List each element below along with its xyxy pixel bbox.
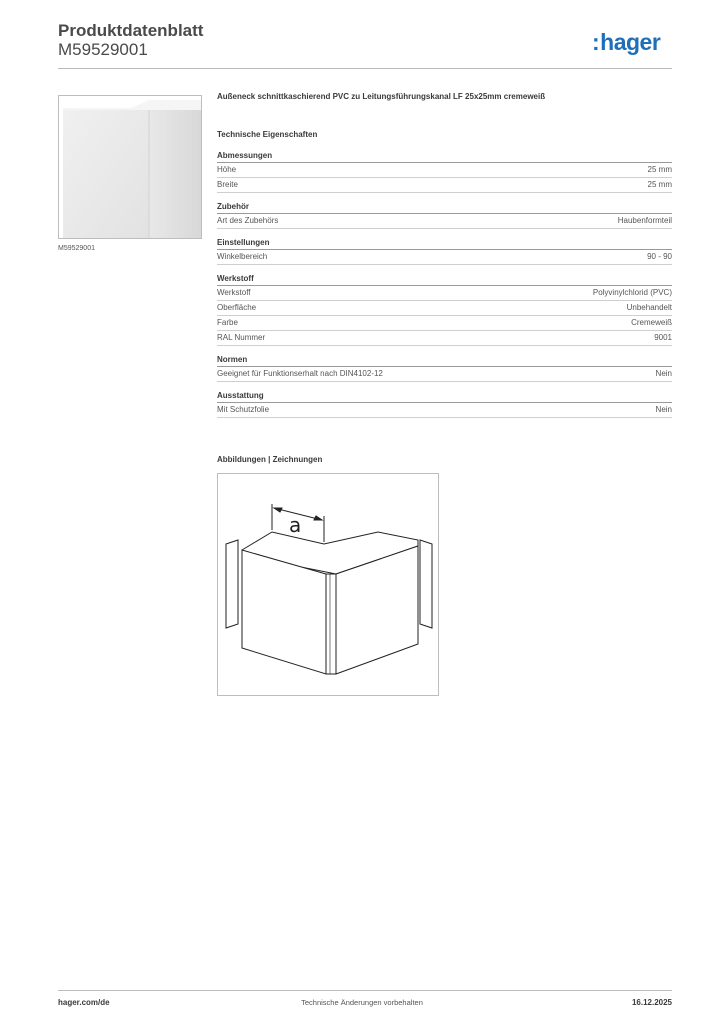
spec-label: Mit Schutzfolie [217,405,270,414]
drawings-heading: Abbildungen | Zeichnungen [217,455,323,464]
spec-row [217,214,672,229]
spec-row [217,301,672,316]
spec-value: Cremeweiß [631,318,672,327]
page-title: Produktdatenblatt [58,21,204,40]
spec-value: 25 mm [647,180,672,189]
article-number: M59529001 [58,40,148,59]
footer-date: 16.12.2025 [631,998,672,1007]
spec-value: 25 mm [647,165,672,174]
spec-value: Nein [655,369,672,378]
spec-section [217,150,672,193]
spec-section [217,201,672,229]
spec-row [217,331,672,346]
spec-section [217,390,672,418]
logo-colon: : [592,29,600,55]
spec-row [217,403,672,418]
tech-heading: Technische Eigenschaften [217,130,318,139]
technical-drawing [217,473,439,696]
section-title: Zubehör [217,201,672,214]
logo-text: hager [600,29,661,55]
spec-label: RAL Nummer [217,333,266,342]
footer-notice: Technische Änderungen vorbehalten [301,998,423,1007]
spec-section [217,273,672,346]
spec-label: Breite [217,180,238,189]
spec-label: Werkstoff [217,288,251,297]
product-title: Außeneck schnittkaschierend PVC zu Leitungsführungskanal LF 25x25mm cremeweiß [217,92,546,101]
section-title: Ausstattung [217,390,672,403]
spec-section [217,354,672,382]
spec-label: Höhe [217,165,237,174]
section-title: Einstellungen [217,237,672,250]
spec-label: Oberfläche [217,303,257,312]
section-title: Abmessungen [217,150,672,163]
spec-value: 9001 [654,333,672,342]
header-divider [58,68,672,69]
spec-label: Farbe [217,318,238,327]
spec-label: Geeignet für Funktionserhalt nach DIN4102-12 [217,369,383,378]
spec-section [217,237,672,265]
spec-row [217,250,672,265]
product-details [217,92,672,426]
image-caption: M59529001 [58,245,95,252]
spec-row [217,178,672,193]
website-link[interactable]: hager.com/de [58,998,110,1007]
spec-value: Haubenformteil [617,216,672,225]
spec-value: Polyvinylchlorid (PVC) [592,288,672,297]
spec-label: Winkelbereich [217,252,268,261]
spec-value: 90 - 90 [647,252,672,261]
spec-value: Unbehandelt [626,303,672,312]
spec-row [217,286,672,301]
spec-sections [217,150,672,418]
product-image [58,95,202,239]
spec-row [217,367,672,382]
section-title: Werkstoff [217,273,672,286]
spec-row [217,316,672,331]
spec-row [217,163,672,178]
spec-value: Nein [655,405,672,414]
dimension-label: a [289,513,302,537]
section-title: Normen [217,354,672,367]
product-corner-image [59,96,201,238]
hager-logo [592,29,660,56]
spec-label: Art des Zubehörs [217,216,279,225]
corner-line-drawing [218,474,438,695]
footer-divider [58,990,672,991]
